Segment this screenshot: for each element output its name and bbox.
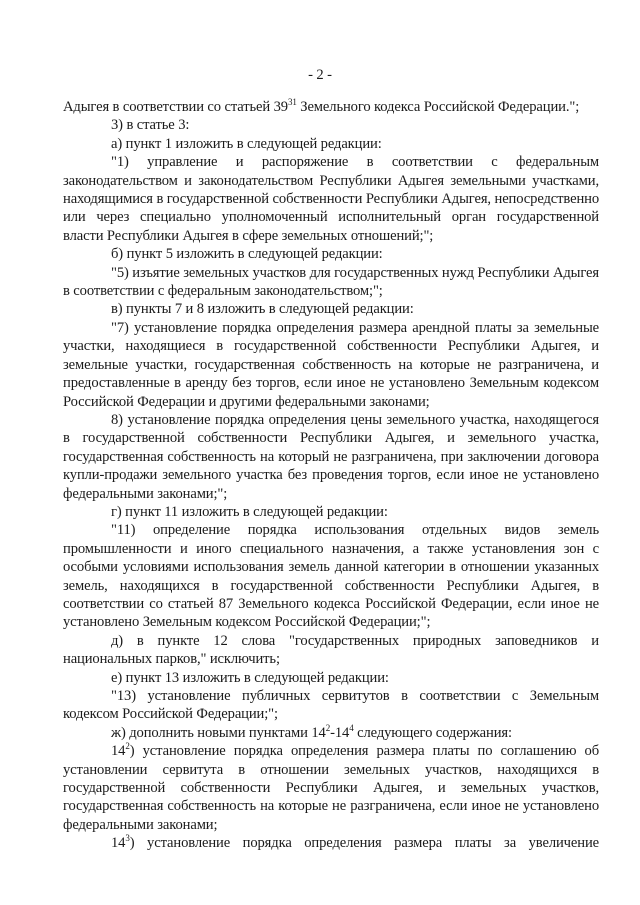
paragraph-item-g: г) пункт 11 изложить в следующей редакции: <box>111 503 388 520</box>
text-run: -14 <box>330 724 350 741</box>
paragraph-point-8: 8) установление порядка определения цены земельного участка, находящегося в государственной собственности Республики Адыгея, и земельного участка, государственная собственность на который не разграничена, при заключении договора купли-продажи земельного участка без проведения торгов, если иное не установлено федеральными законами;"; <box>63 411 599 502</box>
superscript: 31 <box>287 97 297 108</box>
text-run: Земельного кодекса Российской Федерации."; <box>296 99 580 115</box>
page-number: - 2 - <box>308 67 332 83</box>
text-run: Адыгея в соответствии со статьей 39 <box>63 99 288 115</box>
superscript: 4 <box>349 722 354 733</box>
text-run: 14 <box>111 743 126 760</box>
paragraph-item-zh <box>63 724 599 742</box>
superscript: 3 <box>125 833 130 844</box>
paragraph-point-7: "7) установление порядка определения размера арендной платы за земельные участки, находящиеся в государственной собственности Республики Адыгея, и земельные участки, государственная собственность на которые не разграничена, и предоставленные в аренду без торгов, если иное не установлено Земельным кодексом Российской Федерации и другими федеральными законами; <box>63 319 599 410</box>
text-run: ) установление порядка определения размера платы по соглашению об установлении сервитута в отношении земельных участков, находящихся в государственной собственности Республики Адыгея, и земельных участков, государственная собственность на которые не разграничена, если иное не установлено федеральными законами; <box>63 743 599 833</box>
paragraph-point-14-2 <box>63 742 599 834</box>
paragraph-point-14-3 <box>63 834 599 852</box>
paragraph-item-v: в) пункты 7 и 8 изложить в следующей редакции: <box>111 301 414 318</box>
paragraph-point-1: "1) управление и распоряжение в соответствии с федеральным законодательством и законодательством Республики Адыгея земельными участками, находящимися в государственной собственности Республики Адыгея, непосредственно или через специально уполномоченный исполнительный орган государственной власти Республики Адыгея в сфере земельных отношений;"; <box>63 154 599 244</box>
text-run: следующего содержания: <box>353 724 512 741</box>
paragraph-item-d: д) в пункте 12 слова "государственных природных заповедников и национальных парков," исключить; <box>63 632 599 668</box>
paragraph-point-11: "11) определение порядка использования отдельных видов земель промышленности и иного специального назначения, а также установления зон с особыми условиями использования земель данной категории в отношении указанных земель, находящихся в государственной собственности Республики Адыгея, в соответствии со статьей 87 Земельного кодекса Российской Федерации, если иное не установлено Земельным кодексом Российской Федерации;"; <box>63 522 599 631</box>
text-run: 14 <box>111 835 126 852</box>
paragraph-article-3: 3) в статье 3: <box>111 117 190 134</box>
text-run: ) установление порядка определения размера платы за увеличение <box>129 835 599 852</box>
document-body <box>63 98 599 853</box>
paragraph-item-b: б) пункт 5 изложить в следующей редакции: <box>111 246 383 263</box>
paragraph-item-a: а) пункт 1 изложить в следующей редакции: <box>111 135 382 152</box>
paragraph-item-e: е) пункт 13 изложить в следующей редакции: <box>111 669 389 686</box>
text-run: ж) дополнить новыми пунктами 14 <box>111 724 326 741</box>
superscript: 2 <box>125 741 130 752</box>
paragraph-point-5: "5) изъятие земельных участков для государственных нужд Республики Адыгея в соответствии с федеральным законодательством;"; <box>63 264 599 300</box>
paragraph-continuation <box>63 98 599 116</box>
superscript: 2 <box>325 722 331 733</box>
paragraph-point-13: "13) установление публичных сервитутов в соответствии с Земельным кодексом Российской Федерации;"; <box>63 688 599 723</box>
